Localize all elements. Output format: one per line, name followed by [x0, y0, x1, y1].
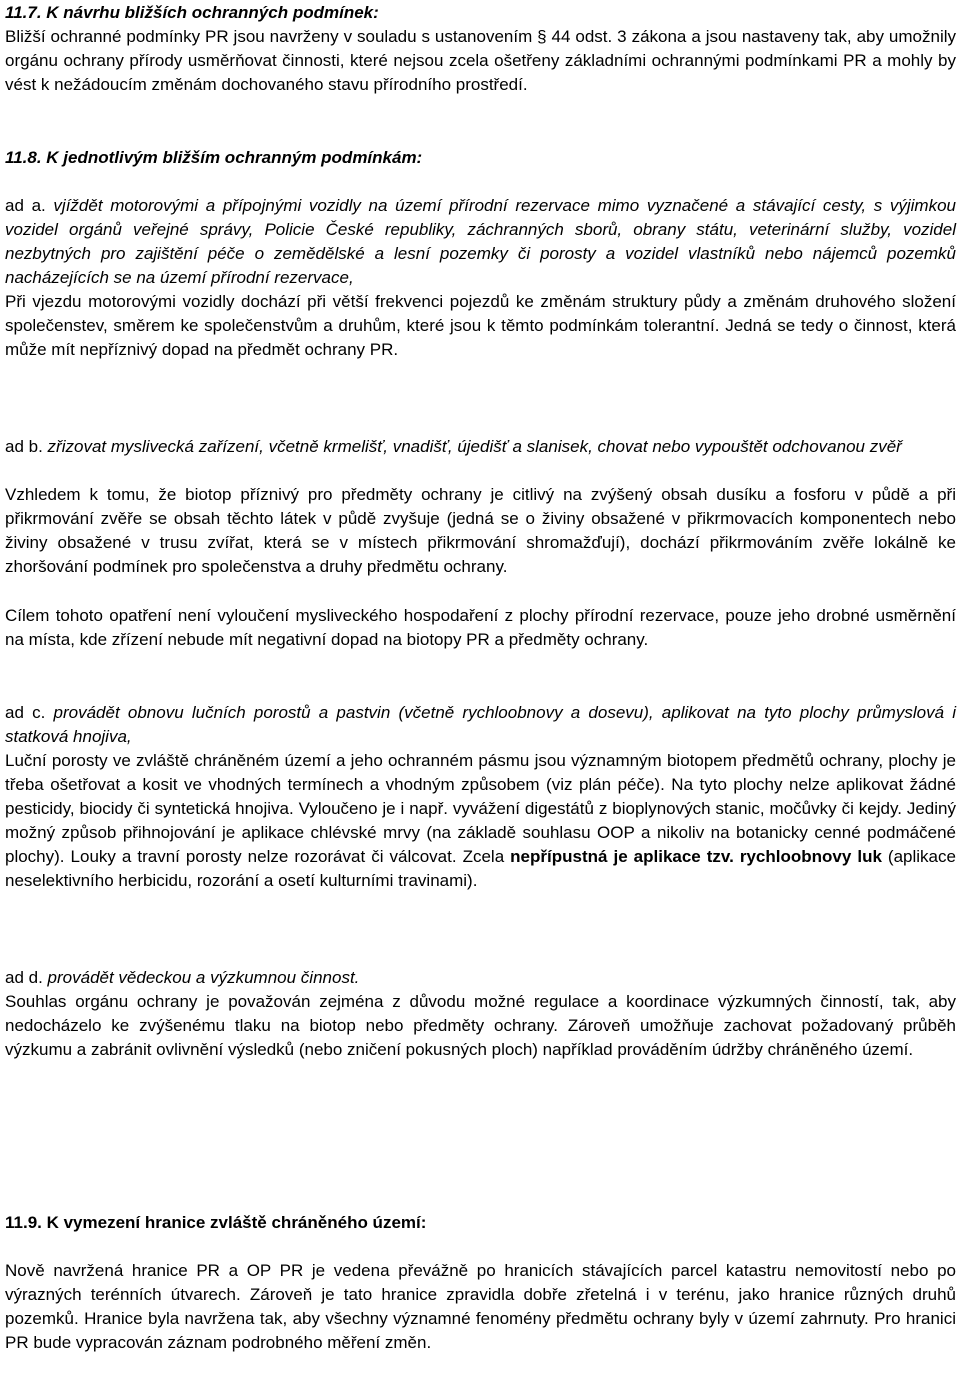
ad-d-condition: [5, 966, 956, 990]
ad-b-text-1: Vzhledem k tomu, že biotop příznivý pro předměty ochrany je citlivý na zvýšený obsah dusíku a fosforu v půdě a při přikrmování zvěře se obsah těchto látek v půdě zvyšuje (jedná se o živiny obsažené v přikrmovacích komponentech nebo živiny obsažené v trusu zvířat, která se v místech přikrmování shromažďují), dochází přikrmováním zvěře lokálně ke zhoršování podmínek pro společenstva a druhy předmětu ochrany.: [5, 485, 956, 576]
ad-b-condition: [5, 435, 956, 459]
ad-d-label: ad d.: [5, 968, 43, 987]
ad-c-condition-text: provádět obnovu lučních porostů a pastvin (včetně rychloobnovy a dosevu), aplikovat na tyto plochy průmyslová i statková hnojiva,: [5, 703, 956, 746]
ad-c-text-part-1: Luční porosty ve zvláště chráněném území a jeho ochranném pásmu jsou významným biotopem předmětů ochrany, plochy je třeba ošetřovat a kosit ve vhodných termínech a vhodným způsobem (viz plán péče). Na tyto plochy nelze aplikovat žádné pesticidy, biocidy či syntetická hnojiva. Vyloučeno je i např. vyvážení digestátů z bioplynových stanic, močůvky či kejdy. Jediný možný způsob přihnojování je aplikace chlévské mrvy (na základě souhlasu OOP a nikoliv na botanicky cenné podmáčené plochy). Louky a travní porosty nelze rozorávat či válcovat. Zcela: [5, 751, 956, 866]
ad-c-text-bold: nepřípustná je aplikace tzv. rychloobnovy luk: [510, 847, 882, 866]
ad-a-condition-text: vjíždět motorovými a přípojnými vozidly na území přírodní rezervace mimo vyznačené a stávající cesty, s výjimkou vozidel orgánů veřejné správy, Policie České republiky, záchranných sborů, obrany státu, veterinární služby, vozidel nezbytných pro zajištění péče o zemědělské a lesní pozemky či porosty a vozidel vlastníků nebo nájemců pozemků nacházejících se na území přírodní rezervace,: [5, 196, 956, 287]
section-11-7-heading: 11.7. K návrhu bližších ochranných podmínek:: [5, 3, 379, 22]
section-11-7-text: Bližší ochranné podmínky PR jsou navrženy v souladu s ustanovením § 44 odst. 3 zákona a jsou nastaveny tak, aby umožnily orgánu ochrany přírody usměrňovat činnosti, které nejsou zcela ošetřeny základními ochrannými podmínkami PR a mohly by vést k nežádoucím změnám dochovaného stavu přírodního prostředí.: [5, 27, 956, 94]
ad-c-condition: [5, 701, 956, 749]
ad-d-condition-text: provádět vědeckou a výzkumnou činnost.: [47, 968, 360, 987]
ad-d-text: Souhlas orgánu ochrany je považován zejména z důvodu možné regulace a koordinace výzkumných činností, tak, aby nedocházelo ke zvýšenému tlaku na biotop nebo předměty ochrany. Zároveň umožňuje zachovat požadovaný průběh výzkumu a zabránit ovlivnění výsledků (nebo zničení pokusných ploch) například prováděním údržby chráněného území.: [5, 992, 956, 1059]
ad-c-text-part-2: (aplikace neselektivního herbicidu, rozorání a osetí kulturními travinami).: [5, 847, 956, 890]
ad-a-label: ad a.: [5, 196, 46, 215]
section-11-8-heading: 11.8. K jednotlivým bližším ochranným podmínkám:: [5, 148, 423, 167]
ad-c-text: [5, 749, 956, 893]
ad-a-text: Při vjezdu motorovými vozidly dochází při větší frekvenci pojezdů ke změnám struktury půdy a změnám druhového složení společenstev, směrem ke společenstvům a druhům, které jsou k těmto podmínkám tolerantní. Jedná se tedy o činnost, která může mít nepříznivý dopad na předmět ochrany PR.: [5, 292, 956, 359]
ad-a-condition: [5, 194, 956, 290]
section-11-9-heading: 11.9. K vymezení hranice zvláště chráněného území:: [5, 1213, 427, 1232]
ad-b-label: ad b.: [5, 437, 43, 456]
ad-c-label: ad c.: [5, 703, 46, 722]
section-11-9-text: Nově navržená hranice PR a OP PR je vedena převážně po hranicích stávajících parcel katastru nemovitostí nebo po výrazných terénních útvarech. Zároveň je tato hranice zpravidla dobře zřetelná i v terénu, jako hranice různých druhů pozemků. Hranice byla navržena tak, aby všechny významné fenomény předmětu ochrany byly v území zahrnuty. Pro hranici PR bude vypracován záznam podrobného měření změn.: [5, 1261, 956, 1352]
ad-b-text-2: Cílem tohoto opatření není vyloučení mysliveckého hospodaření z plochy přírodní rezervace, pouze jeho drobné usměrnění na místa, kde zřízení nebude mít negativní dopad na biotopy PR a předměty ochrany.: [5, 606, 956, 649]
ad-b-condition-text: zřizovat myslivecká zařízení, včetně krmelišť, vnadišť, újedišť a slanisek, chovat nebo vypouštět odchovanou zvěř: [47, 437, 902, 456]
